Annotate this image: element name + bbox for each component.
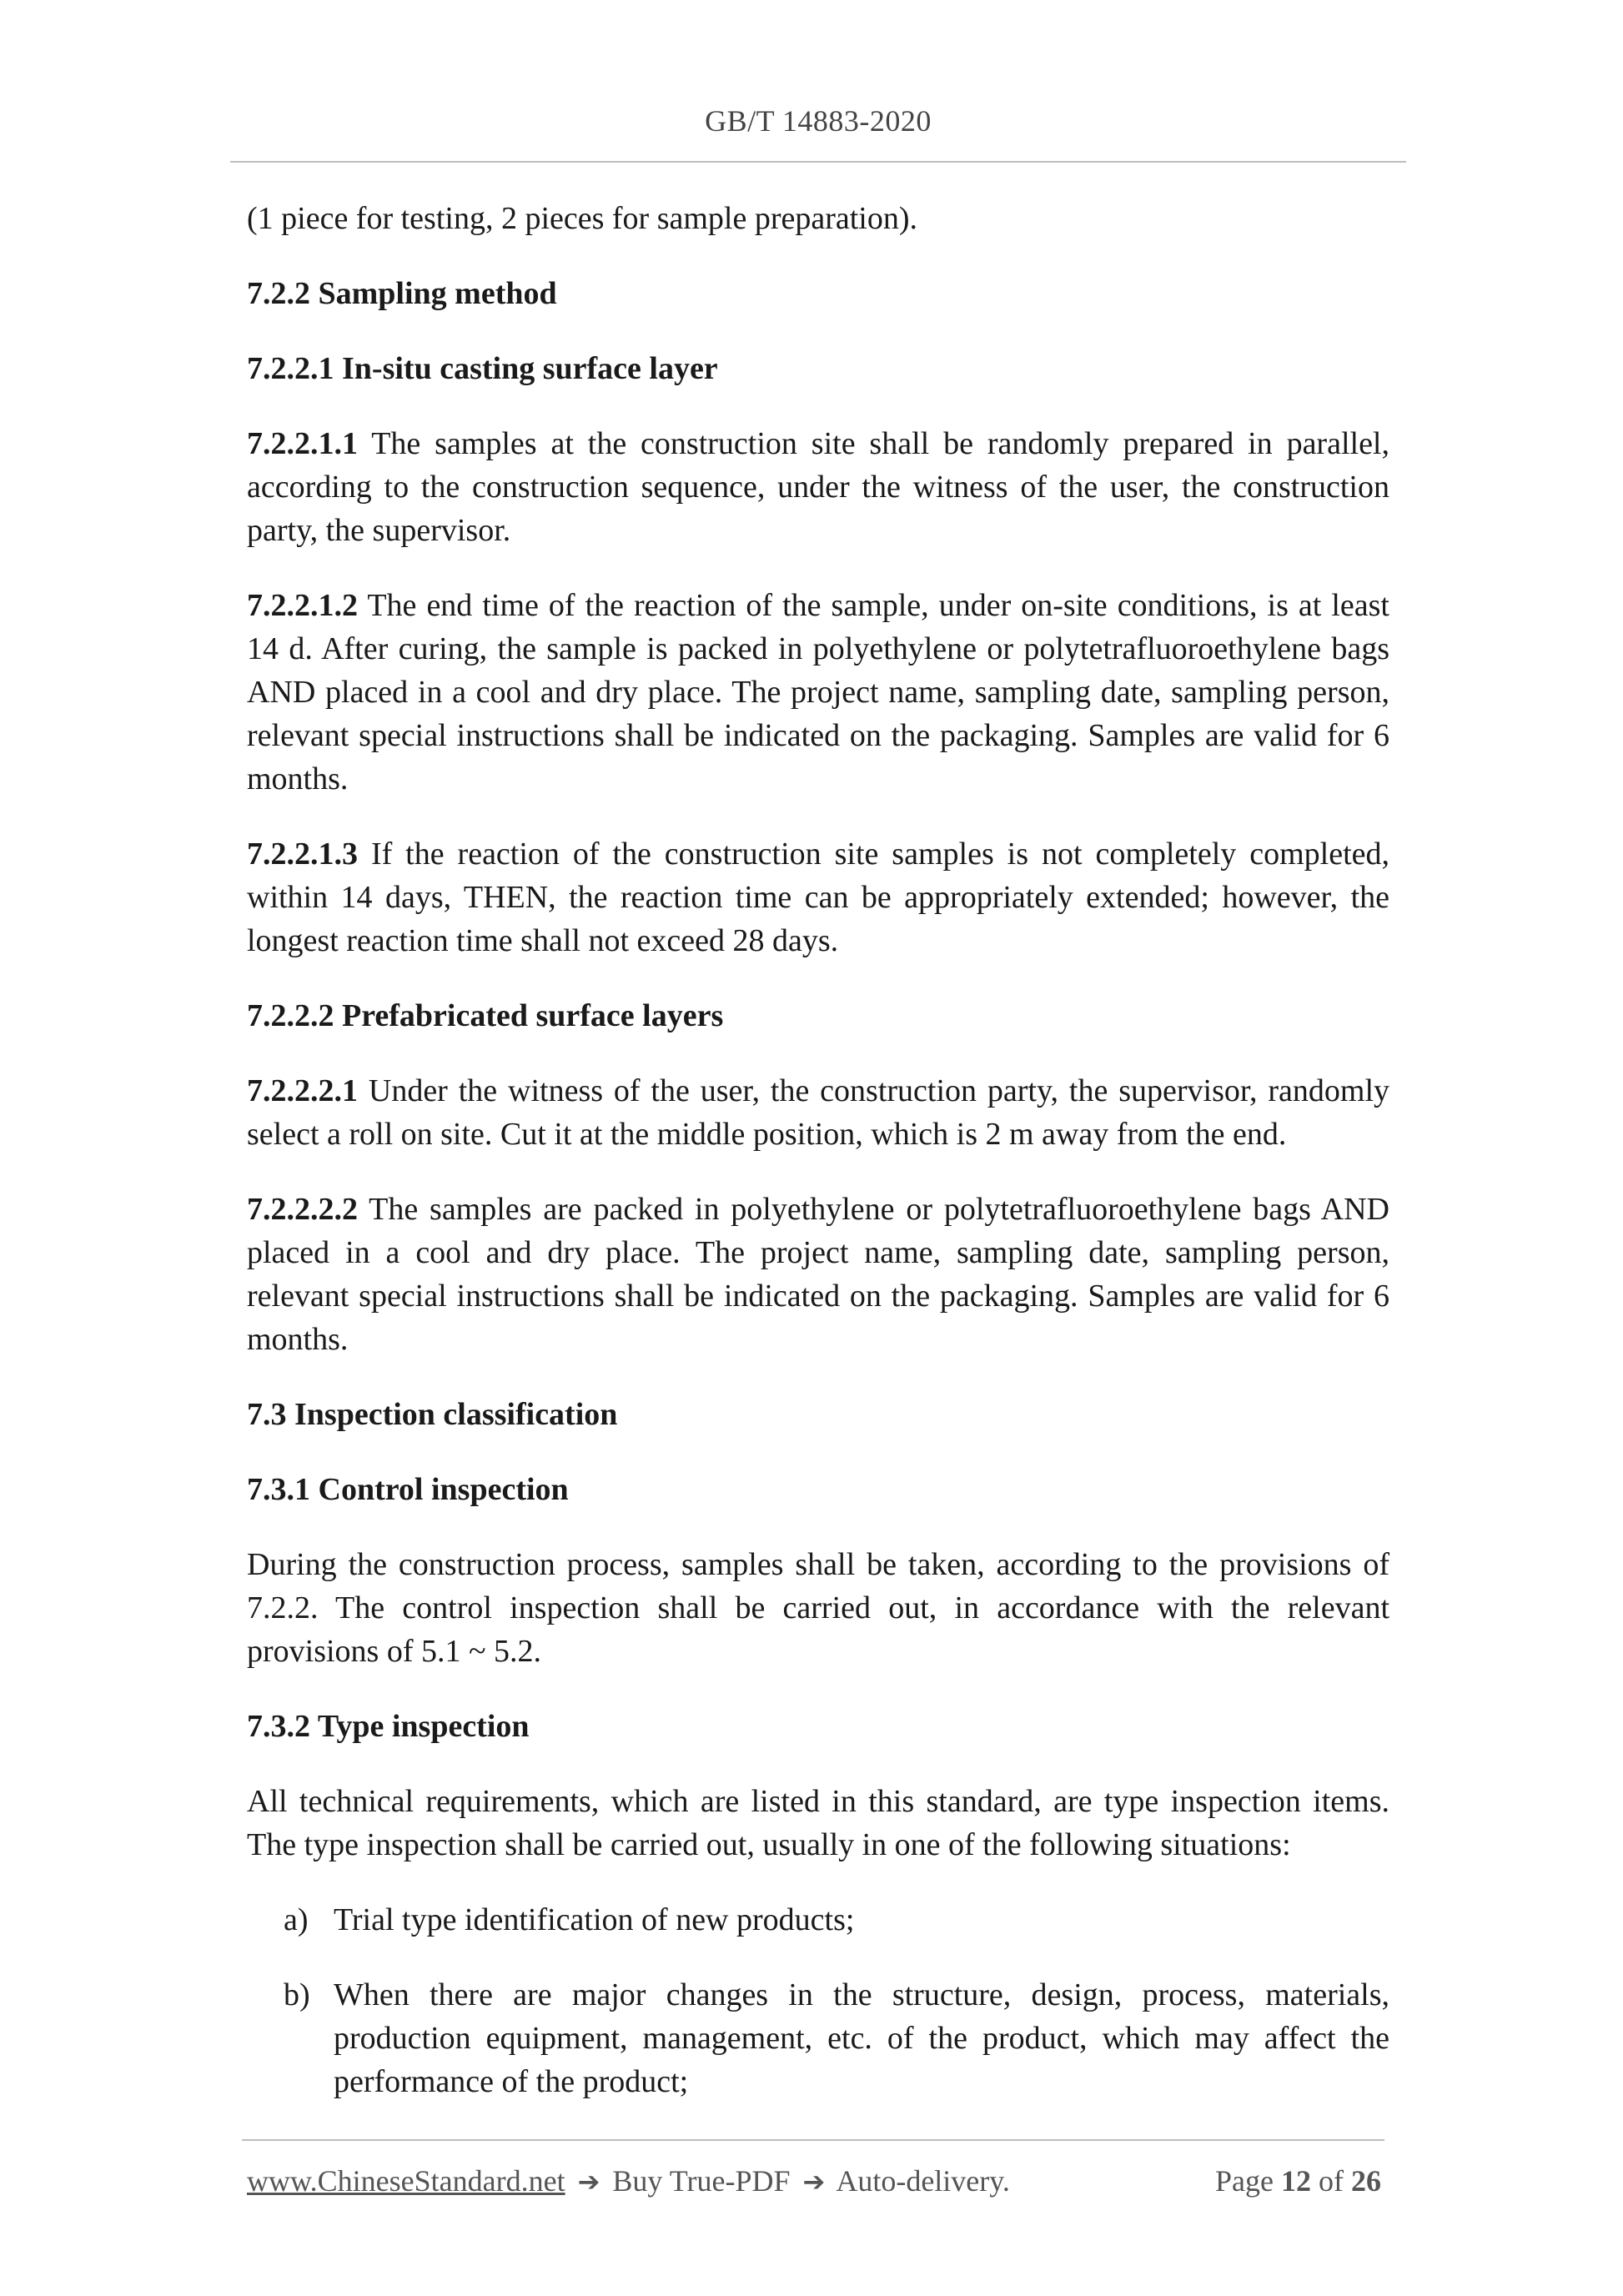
- heading-7-3: 7.3 Inspection classification: [247, 1397, 618, 1432]
- list-marker: a): [284, 1902, 309, 1937]
- heading-7-2-2: 7.2.2 Sampling method: [247, 276, 557, 311]
- buy-true-pdf-text: Buy True-PDF: [612, 2164, 791, 2198]
- paragraph-7-3-2: All technical requirements, which are listed in this standard, are type inspection items. The type inspection shall be carried out, usually in one of the following situations:: [247, 1784, 1389, 1862]
- paragraph-7-3-1: During the construction process, samples shall be taken, according to the provisions of 7.2.2. The control inspection shall be carried out, in accordance with the relevant provisions of 5.1 ~ 5.2.: [247, 1547, 1389, 1669]
- paragraph-continuation: (1 piece for testing, 2 pieces for sample preparation).: [247, 201, 918, 236]
- clause-text: The samples are packed in polyethylene or polytetrafluoroethylene bags AND placed in a cool and dry place. The project name, sampling date, sampling person, relevant special instructions shall be indicated on the packaging. Samples are valid for 6 months.: [247, 1192, 1389, 1357]
- list-item-b: [247, 1973, 1389, 2103]
- page-content: [247, 197, 1389, 2135]
- page-label: Page: [1215, 2164, 1274, 2198]
- footer-divider: [242, 2139, 1384, 2141]
- list-item-text: When there are major changes in the structure, design, process, materials, production equipment, management, etc. of the product, which may affect the performance of the product;: [334, 1977, 1389, 2099]
- list-marker: b): [284, 1977, 310, 2012]
- list-item-text: Trial type identification of new products;: [334, 1902, 855, 1937]
- clause-text: The end time of the reaction of the sample, under on-site conditions, is at least 14 d. After curing, the sample is packed in polyethylene or polytetrafluoroethylene bags AND placed in a cool and dry place. The project name, sampling date, sampling person, relevant special instructions shall be indicated on the packaging. Samples are valid for 6 months.: [247, 588, 1389, 796]
- page-header: GB/T 14883-2020: [705, 104, 932, 138]
- website-link[interactable]: www.ChineseStandard.net: [247, 2164, 565, 2198]
- page-total: 26: [1351, 2164, 1381, 2198]
- of-label: of: [1319, 2164, 1344, 2198]
- page-current: 12: [1281, 2164, 1311, 2198]
- paragraph-7-2-2-2-1: [247, 1069, 1389, 1156]
- clause-number: 7.2.2.1.2: [247, 588, 358, 623]
- paragraph-7-2-2-1-1: [247, 422, 1389, 552]
- list-item-a: [247, 1898, 1389, 1942]
- auto-delivery-text: Auto-delivery.: [836, 2164, 1010, 2198]
- paragraph-7-2-2-1-3: [247, 832, 1389, 962]
- clause-text: If the reaction of the construction site samples is not completely completed, within 14 days, THEN, the reaction time can be appropriately extended; however, the longest reaction time shall not exceed 28 days.: [247, 837, 1389, 958]
- footer-left: [247, 2163, 1010, 2198]
- arrow-right-icon: ➔: [802, 2166, 826, 2198]
- clause-number: 7.2.2.2.1: [247, 1073, 358, 1108]
- heading-7-3-1: 7.3.1 Control inspection: [247, 1472, 569, 1507]
- heading-7-2-2-2: 7.2.2.2 Prefabricated surface layers: [247, 998, 724, 1033]
- heading-7-3-2: 7.3.2 Type inspection: [247, 1709, 530, 1744]
- paragraph-7-2-2-2-2: [247, 1188, 1389, 1361]
- clause-text: Under the witness of the user, the construction party, the supervisor, randomly select a roll on site. Cut it at the middle position, which is 2 m away from the end.: [247, 1073, 1389, 1152]
- clause-number: 7.2.2.1.3: [247, 837, 358, 872]
- arrow-right-icon: ➔: [577, 2166, 600, 2198]
- page-footer: [247, 2163, 1381, 2198]
- paragraph-7-2-2-1-2: [247, 584, 1389, 801]
- page-number: [1215, 2163, 1381, 2198]
- clause-number: 7.2.2.1.1: [247, 426, 358, 461]
- header-divider: [230, 161, 1406, 163]
- clause-number: 7.2.2.2.2: [247, 1192, 358, 1227]
- clause-text: The samples at the construction site shall be randomly prepared in parallel, according to the construction sequence, under the witness of the user, the construction party, the supervisor.: [247, 426, 1389, 548]
- heading-7-2-2-1: 7.2.2.1 In-situ casting surface layer: [247, 351, 718, 386]
